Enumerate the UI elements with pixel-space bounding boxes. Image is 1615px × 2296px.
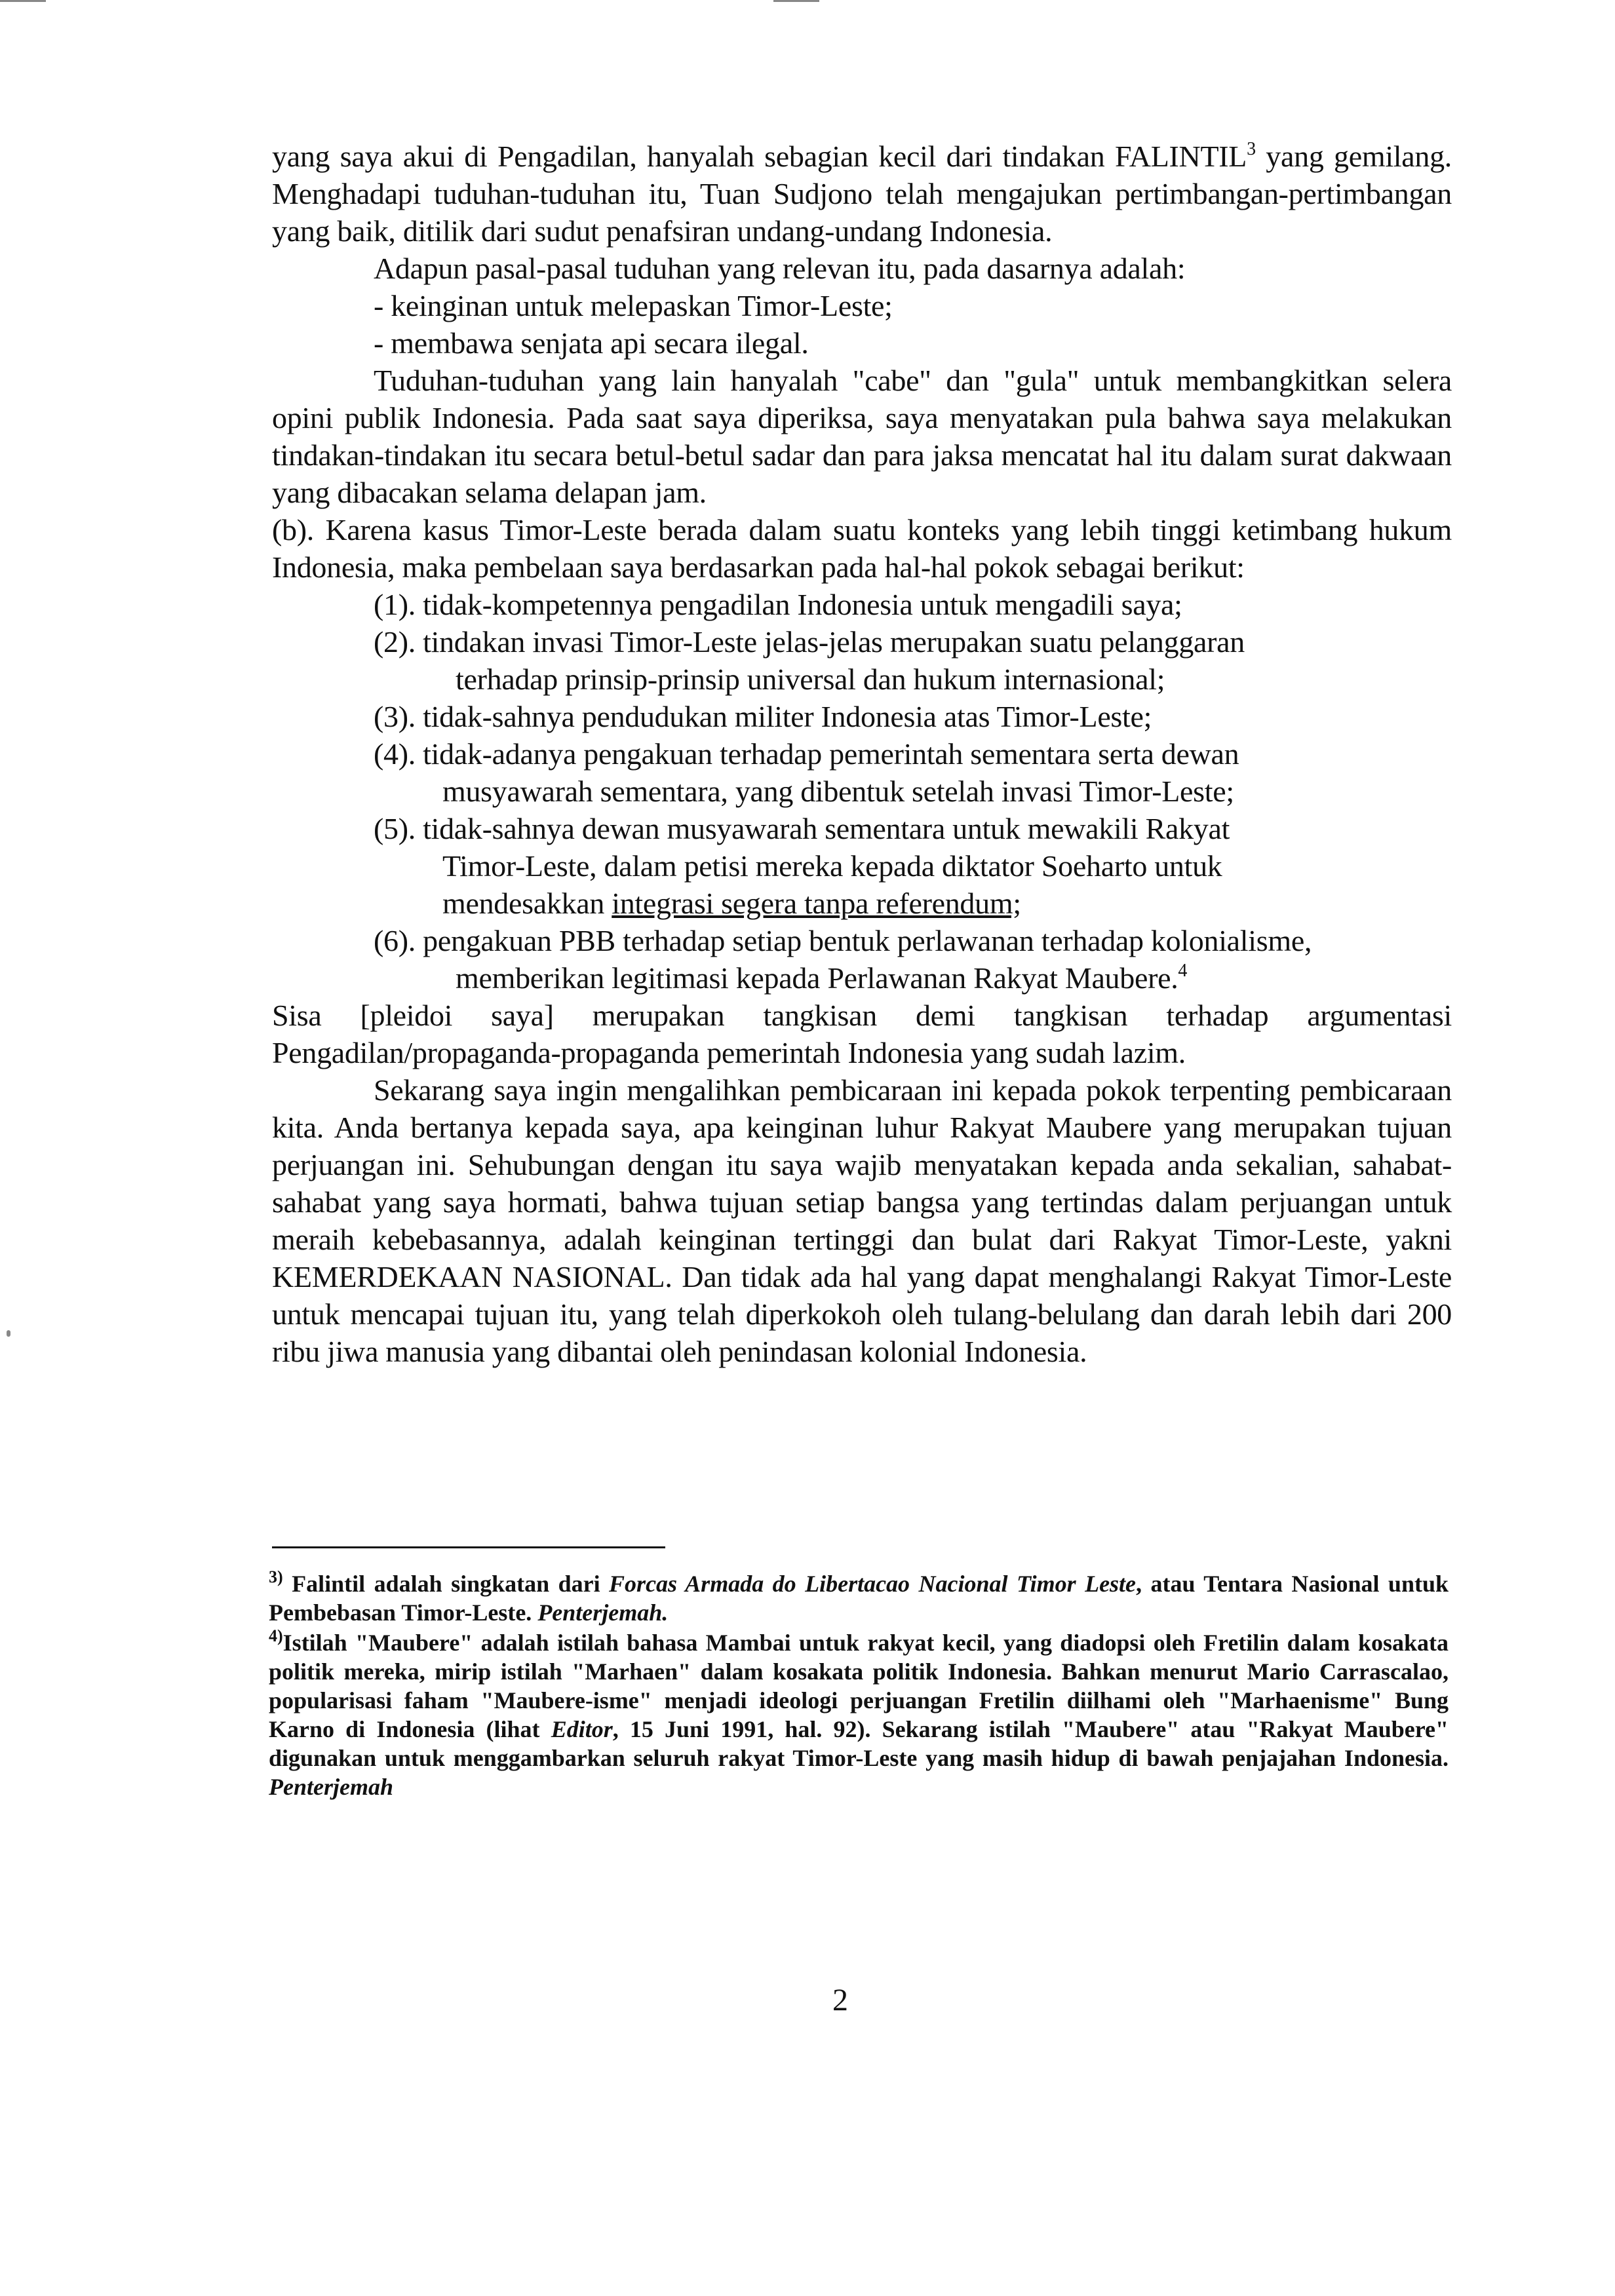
paragraph-5: Sisa [pleidoi saya] merupakan tangkisan demi tangkisan terhadap argumentasi Pengadilan/propaganda-propaganda pemerintah Indonesia yang sudah lazim. <box>272 999 1452 1069</box>
footnote-3 <box>269 1569 1449 1627</box>
defense-point-1-text: (1). tidak-kompetennya pengadilan Indonesia untuk mengadili saya; <box>374 588 1182 621</box>
paragraph-1-text-a: yang saya akui di Pengadilan, hanyalah sebagian kecil dari tindakan FALINTIL <box>272 140 1247 173</box>
defense-point-4-continuation: musyawarah sementara, yang dibentuk setelah invasi Timor-Leste; <box>442 775 1234 808</box>
footnote-divider <box>272 1546 665 1548</box>
defense-point-5-last-line <box>416 885 1452 922</box>
footnote-4-text-b: , 15 Juni 1991, hal. 92). Sekarang istilah "Maubere" atau "Rakyat Maubere" digunakan untuk menggambarkan seluruh rakyat Timor-Leste yang masih hidup di bawah penjajahan Indonesia. <box>269 1716 1449 1771</box>
charge-item-2: - membawa senjata api secara ilegal. <box>374 326 809 360</box>
defense-point-2-text: (2). tindakan invasi Timor-Leste jelas-jelas merupakan suatu pelanggaran <box>374 625 1245 659</box>
defense-point-6 <box>272 922 1452 997</box>
scan-mark-top-left <box>0 0 46 2</box>
underlined-phrase: integrasi segera tanpa referendum; <box>612 887 1021 920</box>
footnote-ref-3: 3 <box>1247 139 1256 159</box>
defense-point-5 <box>272 810 1452 922</box>
paragraph-1 <box>272 138 1452 250</box>
defense-point-5-continuation-2: mendesakkan <box>442 887 612 920</box>
body-text <box>272 138 1452 1370</box>
defense-point-6-continuation: memberikan legitimasi kepada Perlawanan Rakyat Maubere. <box>456 961 1178 995</box>
defense-point-1 <box>272 586 1452 623</box>
footnote-4-credit: Penterjemah <box>269 1774 393 1800</box>
scan-mark-top-center <box>773 0 819 2</box>
defense-point-4-text: (4). tidak-adanya pengakuan terhadap pemerintah sementara serta dewan <box>374 737 1239 771</box>
page-number: 2 <box>832 1983 848 2018</box>
footnote-4-text-a: Istilah "Maubere" adalah istilah bahasa Mambai untuk rakyat kecil, yang diadopsi oleh Fretilin dalam kosakata politik mereka, mirip istilah "Marhaen" dalam kosakata politik Indonesia. Bahkan menurut Mario Carrascalao, popularisasi faham "Maubere-isme" menjadi ideologi perjuangan Fretilin diilhami oleh "Marhaenisme" Bung Karno di Indonesia (lihat <box>269 1630 1449 1742</box>
footnote-3-text-a: Falintil adalah singkatan dari <box>282 1571 610 1597</box>
scan-mark-bullet <box>7 1330 10 1337</box>
footnote-3-italic-term: Forcas Armada do Libertacao Nacional Timor Leste <box>609 1571 1137 1597</box>
paragraph-4: (b). Karena kasus Timor-Leste berada dalam suatu konteks yang lebih tinggi ketimbang hukum Indonesia, maka pembelaan saya berdasarkan pada hal-hal pokok sebagai berikut: <box>272 513 1452 584</box>
defense-point-4 <box>272 735 1452 810</box>
charge-item-1: - keinginan untuk melepaskan Timor-Leste; <box>374 289 893 322</box>
footnotes <box>269 1569 1449 1803</box>
footnote-4 <box>269 1628 1449 1801</box>
defense-point-6-last-line <box>416 959 1452 997</box>
defense-point-2 <box>272 623 1452 698</box>
defense-point-3 <box>272 698 1452 735</box>
defense-point-6-text: (6). pengakuan PBB terhadap setiap bentuk perlawanan terhadap kolonialisme, <box>374 924 1312 957</box>
defense-point-3-text: (3). tidak-sahnya pendudukan militer Indonesia atas Timor-Leste; <box>374 700 1152 733</box>
defense-point-5-text: (5). tidak-sahnya dewan musyawarah sementara untuk mewakili Rakyat <box>374 812 1230 845</box>
footnote-3-credit: Penterjemah. <box>537 1599 669 1626</box>
defense-point-5-continuation: Timor-Leste, dalam petisi mereka kepada diktator Soeharto untuk <box>442 849 1222 883</box>
paragraph-2: Adapun pasal-pasal tuduhan yang relevan itu, pada dasarnya adalah: <box>374 252 1186 285</box>
defense-points-list <box>272 586 1452 997</box>
paragraph-3: Tuduhan-tuduhan yang lain hanyalah "cabe" dan "gula" untuk membangkitkan selera opini publik Indonesia. Pada saat saya diperiksa, saya menyatakan pula bahwa saya melakukan tindakan-tindakan itu secara betul-betul sadar dan para jaksa mencatat hal itu dalam surat dakwaan yang dibacakan selama delapan jam. <box>272 364 1452 509</box>
footnote-4-marker: 4) <box>269 1626 283 1645</box>
paragraph-1-text-b: yang gemilang. Menghadapi tuduhan-tuduhan itu, Tuan Sudjono telah mengajukan pertimbangan-pertimbangan yang baik, ditilik dari sudut penafsiran undang-undang Indonesia. <box>272 140 1452 248</box>
footnote-4-publication: Editor <box>551 1716 613 1742</box>
footnote-3-marker: 3) <box>269 1567 283 1586</box>
footnote-ref-4: 4 <box>1178 961 1188 981</box>
paragraph-6: Sekarang saya ingin mengalihkan pembicaraan ini kepada pokok terpenting pembicaraan kita. Anda bertanya kepada saya, apa keinginan luhur Rakyat Maubere yang merupakan tujuan perjuangan ini. Sehubungan dengan itu saya wajib menyatakan kepada anda sekalian, sahabat-sahabat yang saya hormati, bahwa tujuan setiap bangsa yang tertindas dalam perjuangan untuk meraih kebebasannya, adalah keinginan tertinggi dan bulat dari Rakyat Timor-Leste, yakni KEMERDEKAAN NASIONAL. Dan tidak ada hal yang dapat menghalangi Rakyat Timor-Leste untuk mencapai tujuan itu, yang telah diperkokoh oleh tulang-belulang dan darah lebih dari 200 ribu jiwa manusia yang dibantai oleh penindasan kolonial Indonesia. <box>272 1073 1452 1368</box>
defense-point-2-continuation: terhadap prinsip-prinsip universal dan hukum internasional; <box>456 662 1165 696</box>
footnote-3-text-b: , atau Tentara Nasional untuk Pembebasan Timor-Leste. <box>269 1571 1449 1626</box>
